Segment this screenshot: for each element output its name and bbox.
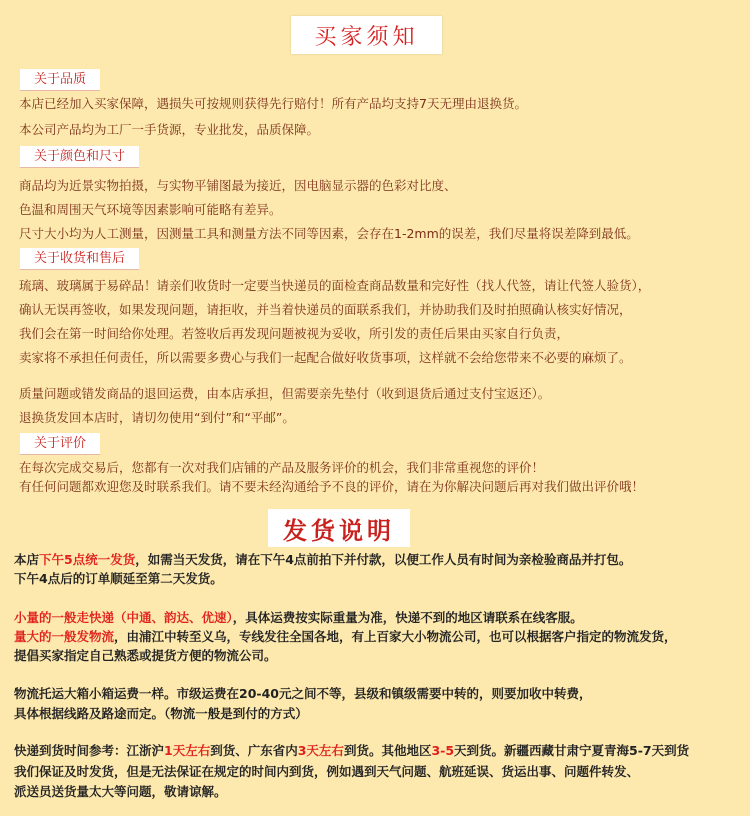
shipping-p2-line-2 <box>14 629 677 645</box>
receipt-line-3: 我们会在第一时间给你处理。若签收后再发现问题被视为妥收，所引发的责任后果由买家自行负责， <box>19 326 570 341</box>
shipping-p2-a: 小量的一般走快递（中通、韵达、优速） <box>14 610 233 625</box>
review-line-2: 有任何问题都欢迎您及时联系我们。请不要未经沟通给予不良的评价，请在为你解决问题后再对我们做出评价哦！ <box>19 479 645 494</box>
shipping-p4-line-3: 派送员送货量太大等问题，敬请谅解。 <box>14 784 227 799</box>
shipping-p4-d: 3天左右 <box>297 743 344 758</box>
shipping-p1-line-1 <box>14 552 631 568</box>
color-size-line-3: 尺寸大小均为人工测量，因测量工具和测量方法不同等因素，会存在1-2mm的误差，我们尽量将误差降到最低。 <box>19 226 639 241</box>
shipping-p4-c: 到货、广东省内 <box>210 743 298 758</box>
shipping-p1-line-2: 下午4点后的订单顺延至第二天发货。 <box>14 571 223 586</box>
shipping-p3-line-1: 物流托运大箱小箱运费一样。市级运费在20-40元之间不等，县级和镇级需要中转的，则要加收中转费， <box>14 686 592 701</box>
receipt-line-6: 退换货发回本店时，请切勿使用“到付”和“平邮”。 <box>19 410 295 425</box>
quality-line-2: 本公司产品均为工厂一手货源，专业批发，品质保障。 <box>19 122 320 137</box>
section-label-review: 关于评价 <box>20 433 100 455</box>
shipping-p2-line-3: 提倡买家指定自己熟悉或提货方便的物流公司。 <box>14 648 277 663</box>
shipping-title: 发货说明 <box>268 509 410 547</box>
color-size-line-2: 色温和周围天气环境等因素影响可能略有差异。 <box>19 202 282 217</box>
shipping-p4-f: 3-5 <box>431 743 455 758</box>
shipping-p4-e: 到货。其他地区 <box>343 743 432 758</box>
quality-line-1: 本店已经加入买家保障，遇损失可按规则获得先行赔付！所有产品均支持7天无理由退换货。 <box>19 96 527 111</box>
review-line-1: 在每次完成交易后，您都有一次对我们店铺的产品及服务评价的机会，我们非常重视您的评价！ <box>19 460 545 475</box>
buyer-notice-title: 买家须知 <box>291 16 442 54</box>
section-label-receipt: 关于收货和售后 <box>20 248 139 270</box>
shipping-p2-d: ，由浦江中转至义乌，专线发往全国各地，有上百家大小物流公司，也可以根据客户指定的物流发货， <box>114 629 677 644</box>
shipping-p4-g: 天到货。新疆西藏甘肃宁夏青海5-7天到货 <box>454 743 690 758</box>
shipping-p4-line-2: 我们保证及时发货，但是无法保证在规定的时间内到货，例如遇到天气问题、航班延误、货运出事、问题件转发、 <box>14 764 640 779</box>
receipt-line-5: 质量问题或错发商品的退回运费，由本店承担，但需要亲先垫付（收到退货后通过支付宝返还）。 <box>19 386 551 401</box>
color-size-line-1: 商品均为近景实物拍摄，与实物平铺图最为接近，因电脑显示器的色彩对比度、 <box>19 178 457 193</box>
shipping-p2-c: 量大的一般发物流 <box>14 629 115 644</box>
shipping-p4-a: 快递到货时间参考：江浙沪 <box>14 743 165 758</box>
shipping-p1-b: 下午5点统一发货 <box>39 552 136 567</box>
receipt-line-1: 琉璃、玻璃属于易碎品！请亲们收货时一定要当快递员的面检查商品数量和完好性（找人代签，请让代签人验货）， <box>19 278 651 293</box>
shipping-p4-line-1 <box>14 743 689 759</box>
receipt-line-4: 卖家将不承担任何责任，所以需要多费心与我们一起配合做好收货事项，这样就不会给您带来不必要的麻烦了。 <box>19 350 632 365</box>
section-label-quality: 关于品质 <box>20 69 100 91</box>
shipping-p2-line-1 <box>14 610 583 626</box>
section-label-color-size: 关于颜色和尺寸 <box>20 146 139 168</box>
shipping-p4-b: 1天左右 <box>164 743 211 758</box>
shipping-p3-line-2: 具体根据线路及路途而定。（物流一般是到付的方式） <box>14 706 308 721</box>
shipping-p1-a: 本店 <box>14 552 40 567</box>
shipping-p2-b: ，具体运费按实际重量为准，快递不到的地区请联系在线客服。 <box>232 610 583 625</box>
receipt-line-2: 确认无误再签收，如果发现问题，请拒收，并当着快递员的面联系我们，并协助我们及时拍照确认核实好情况， <box>19 302 632 317</box>
shipping-p1-c: ，如需当天发货，请在下午4点前拍下并付款，以便工作人员有时间为亲检验商品并打包。 <box>135 552 632 567</box>
